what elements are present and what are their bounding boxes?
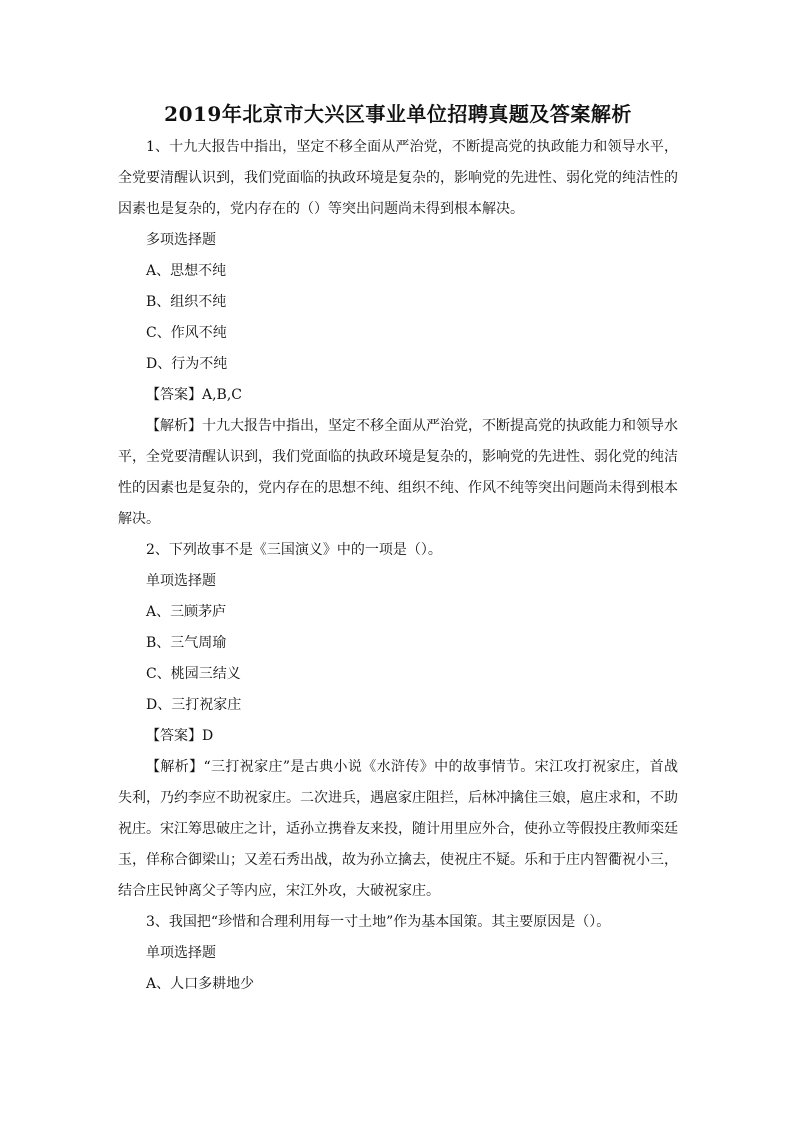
document-page bbox=[118, 96, 678, 1000]
option-a: A、人口多耕地少 bbox=[146, 976, 255, 992]
question-2 bbox=[118, 535, 678, 907]
answer: 【答案】A,B,C bbox=[146, 387, 243, 403]
analysis: 【解析】十九大报告中指出，坚定不移全面从严治党，不断提高党的执政能力和领导水平，全党要清醒认识到，我们党面临的执政环境是复杂的，影响党的先进性、弱化党的纯洁性的因素也是复杂的，党内存在的思想不纯、组织不纯、作风不纯等突出问题尚未得到根本解决。 bbox=[118, 418, 678, 527]
option-c: C、作风不纯 bbox=[146, 325, 227, 341]
option-d: D、行为不纯 bbox=[146, 356, 228, 372]
option-b: B、三气周瑜 bbox=[146, 635, 227, 651]
question-stem: 1、十九大报告中指出，坚定不移全面从严治党，不断提高党的执政能力和领导水平，全党要清醒认识到，我们党面临的执政环境是复杂的，影响党的先进性、弱化党的纯洁性的因素也是复杂的，党内存在的（）等突出问题尚未得到根本解决。 bbox=[118, 139, 678, 217]
question-stem: 3、我国把“珍惜和合理利用每一寸土地”作为基本国策。其主要原因是（）。 bbox=[146, 914, 611, 930]
question-3 bbox=[118, 907, 678, 1000]
document-title: 2019年北京市大兴区事业单位招聘真题及答案解析 bbox=[164, 102, 632, 126]
question-1 bbox=[118, 132, 678, 535]
question-type: 单项选择题 bbox=[146, 945, 216, 961]
question-type: 单项选择题 bbox=[146, 573, 216, 589]
answer: 【答案】D bbox=[146, 728, 214, 744]
question-type: 多项选择题 bbox=[146, 232, 216, 248]
option-c: C、桃园三结义 bbox=[146, 666, 241, 682]
question-stem: 2、下列故事不是《三国演义》中的一项是（）。 bbox=[146, 542, 442, 558]
option-a: A、思想不纯 bbox=[146, 263, 227, 279]
option-b: B、组织不纯 bbox=[146, 294, 227, 310]
option-a: A、三顾茅庐 bbox=[146, 604, 227, 620]
option-d: D、三打祝家庄 bbox=[146, 697, 242, 713]
analysis: 【解析】“三打祝家庄”是古典小说《水浒传》中的故事情节。宋江攻打祝家庄，首战失利，乃约李应不助祝家庄。二次进兵，遇扈家庄阻拦，后林冲擒住三娘，扈庄求和，不助祝庄。宋江筹思破庄之计，适孙立携眷友来投，随计用里应外合，使孙立等假投庄教师栾廷玉，佯称合御梁山；又差石秀出战，故为孙立擒去，使祝庄不疑。乐和于庄内智衢祝小三，结合庄民钟离父子等内应，宋江外攻，大破祝家庄。 bbox=[118, 759, 678, 899]
